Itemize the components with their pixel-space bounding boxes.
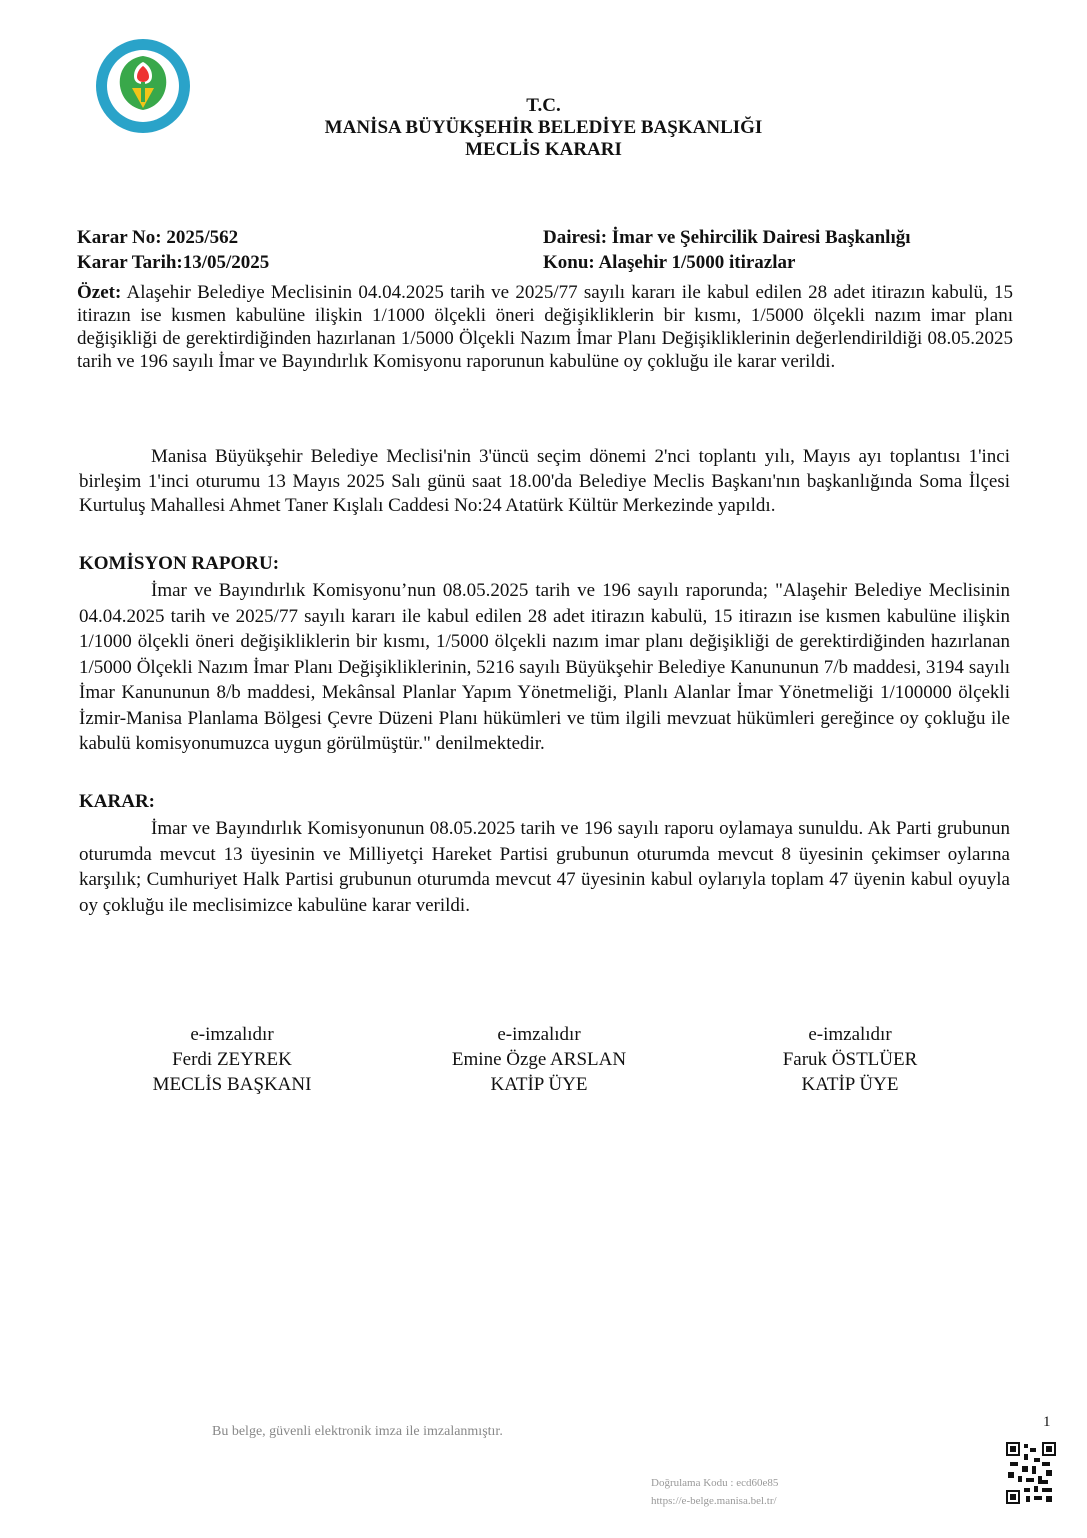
intro-paragraph: Manisa Büyükşehir Belediye Meclisi'nin 3'üncü seçim dönemi 2'nci toplantı yılı, Mayıs ayı toplantısı 1'inci birleşim 1'inci oturumu 13 Mayıs 2025 Salı günü saat 18.00'da Belediye Meclis Başkanı'nın başkanlığında Soma İlçesi Kurtuluş Mahallesi Ahmet Taner Kışlalı Caddesi No:24 Atatürk Kültür Merkezinde yapıldı. <box>79 446 1010 516</box>
karar-title: KARAR: <box>79 791 155 812</box>
komisyon-text: İmar ve Bayındırlık Komisyonu’nun 08.05.2025 tarih ve 196 sayılı raporunda; "Alaşehir Belediye Meclisinin 04.04.2025 tarih ve 2025/77 sayılı kararı ile kabul edilen 28 adet itirazın kabulü, 15 itirazın ise kısmen kabulüne ilişkin 1/1000 ölçekli öneri değişikliklerin bir kısmı, 1/5000 ölçekli nazım imar planı değişikliği de gerektirdiğinden hazırlanan 1/5000 Ölçekli Nazım İmar Planı Değişikliklerinin, 5216 sayılı Büyükşehir Belediye Kanununun 7/b maddesi, 3194 sayılı İmar Kanununun 8/b maddesi, Mekânsal Planlar Yapım Yönetmeliği, Planlı Alanlar İmar Yönetmeliği 1/100000 ölçekli İzmir-Manisa Planlama Bölgesi Çevre Düzeni Planı hükümleri ve tüm ilgili mevzuat hükümleri gereğince oy çokluğu ile kabulü komisyonumuzca uygun görülmüştür." denilmektedir. <box>79 580 1010 754</box>
verification-code: Doğrulama Kodu : ecd60e85 <box>651 1477 779 1489</box>
qr-code-icon <box>1006 1442 1056 1504</box>
signature-title: KATİP ÜYE <box>490 1074 588 1095</box>
signature-status: e-imzalıdır <box>190 1024 274 1045</box>
page-number: 1 <box>1043 1414 1051 1430</box>
header-tc: T.C. <box>526 95 561 116</box>
signature-name: Emine Özge ARSLAN <box>451 1049 627 1070</box>
e-signature-note: Bu belge, güvenli elektronik imza ile imzalanmıştır. <box>212 1424 503 1439</box>
ozet-paragraph <box>77 281 1013 373</box>
signature-status: e-imzalıdır <box>497 1024 581 1045</box>
signature-status: e-imzalıdır <box>808 1024 892 1045</box>
karar-text: İmar ve Bayındırlık Komisyonunun 08.05.2025 tarih ve 196 sayılı raporu oylamaya sunuldu. Ak Parti grubunun oturumda mevcut 13 üyesinin ve Milliyetçi Hareket Partisi grubunun oturumda mevcut 8 üyesinin çekimser oylarına karşılık; Cumhuriyet Halk Partisi grubunun oturumda mevcut 47 üyesinin kabul oylarıyla toplam 47 üyenin kabul oyuyla oy çokluğu ile meclisimizce kabulüne karar verildi. <box>79 818 1010 916</box>
header-institution: MANİSA BÜYÜKŞEHİR BELEDİYE BAŞKANLIĞI <box>324 117 763 138</box>
ozet-label: Özet: <box>77 282 122 303</box>
komisyon-title: KOMİSYON RAPORU: <box>79 553 280 574</box>
signature-title: KATİP ÜYE <box>801 1074 899 1095</box>
karar-tarih: Karar Tarih:13/05/2025 <box>77 252 270 273</box>
signature-block-clerk-1 <box>389 1022 689 1097</box>
signature-name: Faruk ÖSTLÜER <box>782 1049 918 1070</box>
header-document-type: MECLİS KARARI <box>465 139 622 160</box>
karar-no: Karar No: 2025/562 <box>77 227 239 248</box>
verification-url[interactable]: https://e-belge.manisa.bel.tr/ <box>651 1495 777 1507</box>
signature-name: Ferdi ZEYREK <box>172 1049 292 1070</box>
signature-block-clerk-2 <box>700 1022 1000 1097</box>
signature-title: MECLİS BAŞKANI <box>152 1074 312 1095</box>
signature-block-president <box>82 1022 382 1097</box>
dairesi: Dairesi: İmar ve Şehircilik Dairesi Başkanlığı <box>543 227 911 248</box>
konu: Konu: Alaşehir 1/5000 itirazlar <box>543 252 796 273</box>
ozet-text: Alaşehir Belediye Meclisinin 04.04.2025 tarih ve 2025/77 sayılı kararı ile kabul edilen 28 adet itirazın kabulü, 15 itirazın ise kısmen kabulüne ilişkin 1/1000 ölçekli öneri değişikliklerin bir kısmı, 1/5000 ölçekli nazım imar planı değişikliği de gerektirdiğinden hazırlanan 1/5000 Ölçekli Nazım İmar Planı Değişikliklerinin değerlendirildiği 08.05.2025 tarih ve 196 sayılı İmar ve Bayındırlık Komisyonu raporunun kabulüne oy çokluğu ile karar verildi. <box>77 282 1014 372</box>
